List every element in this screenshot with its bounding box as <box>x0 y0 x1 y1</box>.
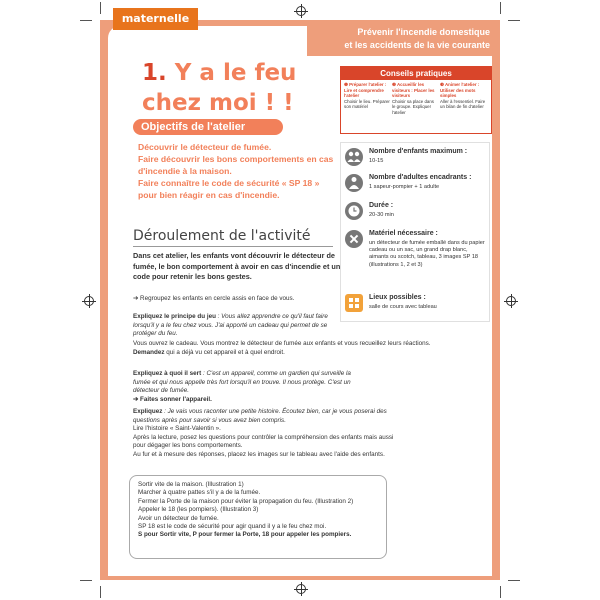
crop-mark <box>508 580 520 581</box>
activity-paragraph1 <box>133 313 348 339</box>
summary-line: Fermer la Porte de la maison pour éviter la propagation du feu. (Illustration 2) <box>138 497 354 505</box>
tips-col1-text: Choisir le lieu. Préparer son matériel <box>344 98 390 110</box>
info-title: Durée : <box>369 202 394 209</box>
tips-col2-title: ❷ Accueillir les visiteurs : Placer les visiteurs <box>392 82 435 99</box>
crop-mark <box>80 580 92 581</box>
info-item-children <box>345 148 485 170</box>
tips-column <box>392 82 440 116</box>
step-text: ➔ Regroupez les enfants en cercle assis en face de vous. <box>133 295 295 302</box>
info-item-material <box>345 230 485 288</box>
tips-col3-title: ❸ Animer l'atelier : Utiliser des mots simples <box>440 82 480 99</box>
title-line1: Y a le feu <box>174 60 297 86</box>
crop-mark <box>500 586 501 598</box>
summary-line: Marcher à quatre pattes s'il y a de la fumée. <box>138 489 261 497</box>
page-title <box>142 58 317 118</box>
objective-item: Faire découvrir les bons comportements en cas d'incendie à la maison. <box>138 154 334 176</box>
objective-item: Faire connaître le code de sécurité « SP 18 » pour bien réagir en cas d'incendie. <box>138 178 320 200</box>
crop-mark <box>100 2 101 14</box>
paragraph-text: Vous ouvrez le cadeau. Vous montrez le détecteur de fumée aux enfants et vous recueillez leurs réactions. <box>133 340 431 347</box>
info-title: Nombre d'adultes encadrants : <box>369 174 472 181</box>
header-band-line2: et les accidents de la vie courante <box>344 40 490 50</box>
tools-icon <box>345 230 363 248</box>
info-text: 20-30 min <box>369 212 394 218</box>
info-title: Matériel nécessaire : <box>369 230 438 237</box>
section-tab: maternelle <box>113 8 198 30</box>
summary-box <box>129 475 387 559</box>
crop-mark <box>80 20 92 21</box>
activity-heading: Déroulement de l'activité <box>133 228 311 244</box>
clock-icon <box>345 202 363 220</box>
activity-intro: Dans cet atelier, les enfants vont découvrir le détecteur de fumée, le bon comportement à avoir en cas d'incendie et un code pour retenir les bons gestes. <box>133 251 341 281</box>
paragraph-lead: Expliquez <box>133 408 163 415</box>
registration-mark-top <box>296 6 306 16</box>
heading-divider <box>133 246 333 247</box>
paragraph-italic: : C'est un appareil, comme un gardien qui surveille la fumée et qui nous appelle très fort lorsqu'il en trouve. Il nous protège. C'est un détecteur de fumée. <box>133 370 351 395</box>
tips-column <box>344 82 392 116</box>
adults-icon <box>345 174 363 192</box>
summary-line: Sortir vite de la maison. (Illustration 1) <box>138 481 244 488</box>
paragraph-text: Lire l'histoire « Saint-Valentin ». <box>133 425 221 433</box>
registration-mark-right <box>506 296 516 306</box>
info-title: Nombre d'enfants maximum : <box>369 148 468 155</box>
activity-paragraph3 <box>133 408 395 460</box>
objective-item: Découvrir le détecteur de fumée. <box>138 142 272 152</box>
summary-line: Appeler le 18 (les pompiers). (Illustration 3) <box>138 506 259 514</box>
objectives-heading: Objectifs de l'atelier <box>133 119 283 135</box>
info-text: un détecteur de fumée emballé dans du papier cadeau ou un sac, un grand drap blanc, aimants ou scotch, tableau, 3 images SP 18 (illustrations 1, 2 et 3) <box>369 240 485 268</box>
paragraph-text: Au fur et à mesure des réponses, placez les images sur le tableau avec l'aide des enfants. <box>133 450 385 458</box>
registration-mark-left <box>84 296 94 306</box>
registration-mark-bottom <box>296 584 306 594</box>
info-item-duration <box>345 202 485 224</box>
info-title: Lieux possibles : <box>369 294 426 301</box>
header-band <box>307 20 500 56</box>
paragraph-text: qui a déjà vu cet appareil et à quel endroit. <box>164 348 285 356</box>
info-text: salle de cours avec tableau <box>369 304 437 310</box>
tips-col1-title: ❶ Préparer l'atelier : Lire et comprendre l'atelier <box>344 82 387 99</box>
summary-line: Avoir un détecteur de fumée. <box>138 514 219 522</box>
tips-column <box>440 82 488 116</box>
info-text: 1 sapeur-pompier + 1 adulte <box>369 184 440 190</box>
paragraph-italic: : Je vais vous raconter une petite histoire. Écoutez bien, car je vous poserai des questions après pour savoir si vous avez bien compris. <box>133 408 387 424</box>
paragraph-lead: Expliquez à quoi il sert <box>133 370 202 377</box>
objectives-list <box>138 141 338 201</box>
tips-col2-text: Choisir sa place dans le groupe. Expliquer l'atelier <box>392 98 434 115</box>
crop-mark <box>508 20 520 21</box>
crop-mark <box>500 2 501 14</box>
activity-paragraph1-cont <box>133 340 473 357</box>
header-band-line1: Prévenir l'incendie domestique <box>357 27 490 37</box>
summary-line: SP 18 est le code de sécurité pour agir quand il y a le feu chez moi. <box>138 523 327 531</box>
title-number: 1. <box>142 60 167 86</box>
title-line2: chez moi ! ! <box>142 90 294 116</box>
step-text: ➔ Faites sonner l'appareil. <box>133 395 212 403</box>
activity-step1 <box>133 295 473 304</box>
paragraph-lead: Demandez <box>133 348 165 356</box>
paragraph-italic: : Vous allez apprendre ce qu'il faut faire lorsqu'il y a le feu chez vous. J'ai apporté un cadeau qui permet de se protéger du feu. <box>133 313 328 338</box>
tips-col3-text: Aller à l'essentiel. Faire un bilan de fin d'atelier <box>440 98 486 110</box>
tips-heading: Conseils pratiques <box>341 67 491 80</box>
tips-box <box>340 66 492 134</box>
crop-mark <box>100 586 101 598</box>
info-text: 10-15 <box>369 158 384 164</box>
paragraph-lead: Expliquez le principe du jeu <box>133 313 216 320</box>
summary-line: S pour Sortir vite, P pour fermer la Porte, 18 pour appeler les pompiers. <box>138 531 352 539</box>
people-icon <box>345 148 363 166</box>
activity-paragraph2 <box>133 370 361 404</box>
info-item-adults <box>345 174 485 198</box>
paragraph-text: Après la lecture, posez les questions pour contrôler la compréhension des enfants mais aussi pour dégager les bons comportements. <box>133 433 394 450</box>
